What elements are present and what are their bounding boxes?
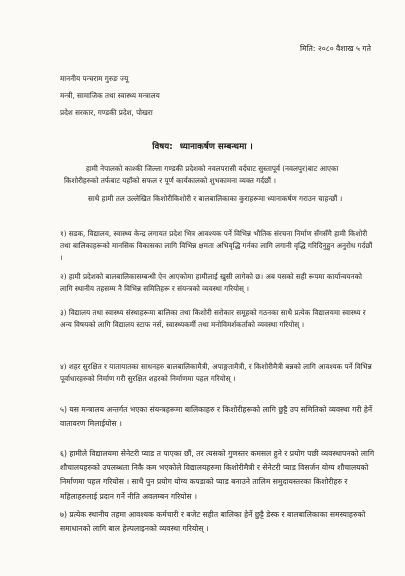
list-item-5: ५) यस मन्त्रालय अन्तर्गत भएका संयन्त्रहरूमा बालिकाहरु र किशोरीहरूको लागि छुट्टै उप समितिको व्यवस्था गरी हेर्ने वातावरण मिलाईयोस । (60, 405, 373, 429)
list-item-3: ३) विद्यालय तथा स्वास्थ्य संस्थाहरूमा बालिका तथा किशोरी सरोकार समूहको गठनका साथै प्रत्येक विद्यालयमा स्वास्थ्य र अन्य विषयको लागि विद्यालय स्टाफ नर्स, स्वास्थ्यकर्मी तथा मनोविमर्शकर्ताको व्यवस्था गरियोस् । (60, 308, 366, 330)
list-item-2: २) हामी प्रदेशको बालबालिकासम्बन्धी ऐन आएकोमा हामीलाई खुसी लागेको छ। अब यसको सही रूपमा कार्यान्वयनको लागि स्थानीय तहसम्म नै विभिन्न समितिहरू र संयन्त्रको व्यवस्था गरियोस् । (60, 272, 362, 294)
addressee-name: माननीय पन्चराम गुरुङ ज्यू (60, 74, 129, 83)
date-value: २०८० वैशाख ५ गते (317, 44, 371, 53)
subject-label: विषय: (152, 142, 173, 152)
intro-paragraph: हामी नेपालको काश्की जिल्ला गण्डकी प्रदेशको नवलपरासी वर्दघाट सुस्तापूर्व (नवलपुर)बाट आएका किशोरीहरुको तर्फबाट यहाँको सफल र पूर्ण कार्यकालको शुभकामना व्यक्त गर्दछौं । (64, 164, 339, 185)
date-label: मिति: (300, 44, 316, 53)
date-line (300, 44, 371, 54)
subject-text: ध्यानाकर्षण सम्बन्धमा । (179, 142, 253, 152)
list-item-6: ६) हामीले विद्यालयमा सेनेटरी प्याड त पाएका छौं, तर त्यसको गुणस्तर कमसल हुने र प्रयोग पछी व्यवस्थापनको लागि शौचालयहरुको उपलब्धता निकै कम भएकोले विद्यालयहरुमा किशोरीमैत्री र सेनेटरी प्याड विसर्जन योग्य शौचालयको निर्माणमा पहल गरियोस । साथै पुन प्रयोग योग्य कपडाको प्याड बनाउने तालिम समुदायस्तरका किशोरीहरु र महिलाहरुलाई प्रदान गर्ने नीति अवलम्बन गरियोस । (60, 449, 375, 501)
subject-line (0, 140, 405, 152)
lead-paragraph: साथै हामी तल उल्लेखित किशोरीकिशोरी र बालबालिकाका कुराहरूमा ध्यानाकर्षण गराउन चाहन्छौं । (88, 194, 343, 203)
addressee-position: मन्त्री, सामाजिक तथा स्वास्थ्य मन्त्रालय (60, 91, 160, 100)
list-item-1: १) सडक, विद्यालय, स्वास्थ्य केन्द्र लगायत प्रदेश भित्र आवश्यक पर्ने विभिन्न भौतिक संरचना निर्माण सँगसँगै हामी किशोरी तथा बालिकाहरूको मानसिक विकासका लागि विभिन्न क्षमता अभिवृद्धि गर्नका लागि लगानी वृद्धि गरिदिनुहुन अनुरोध गर्दछौं । (60, 229, 373, 263)
list-item-7: ७) प्रत्येक स्थानीय तहमा आवश्यक कर्मचारी र बजेट सहीत बालिका हेर्ने छुट्टै डेस्क र बालबालिकाका समस्याहरुको समाधानको लागि बाल हेल्पलाइनको व्यवस्था गरियोस् । (60, 510, 366, 534)
addressee-block (60, 70, 160, 121)
list-item-4: ४) शहर सुरक्षित र यातायातका साधनहरु बालबालिकामैत्री, अपाङ्गतामैत्री, र किशोरीमैत्री बन्नको लागि आवश्यक पर्ने विभिन्न पूर्वाधारहरुको निर्माण गरी सुरक्षित शहरको निर्माणमा पहल गरियोस् । (60, 362, 372, 384)
addressee-office: प्रदेश सरकार, गण्डकी प्रदेश, पोखरा (60, 108, 153, 117)
